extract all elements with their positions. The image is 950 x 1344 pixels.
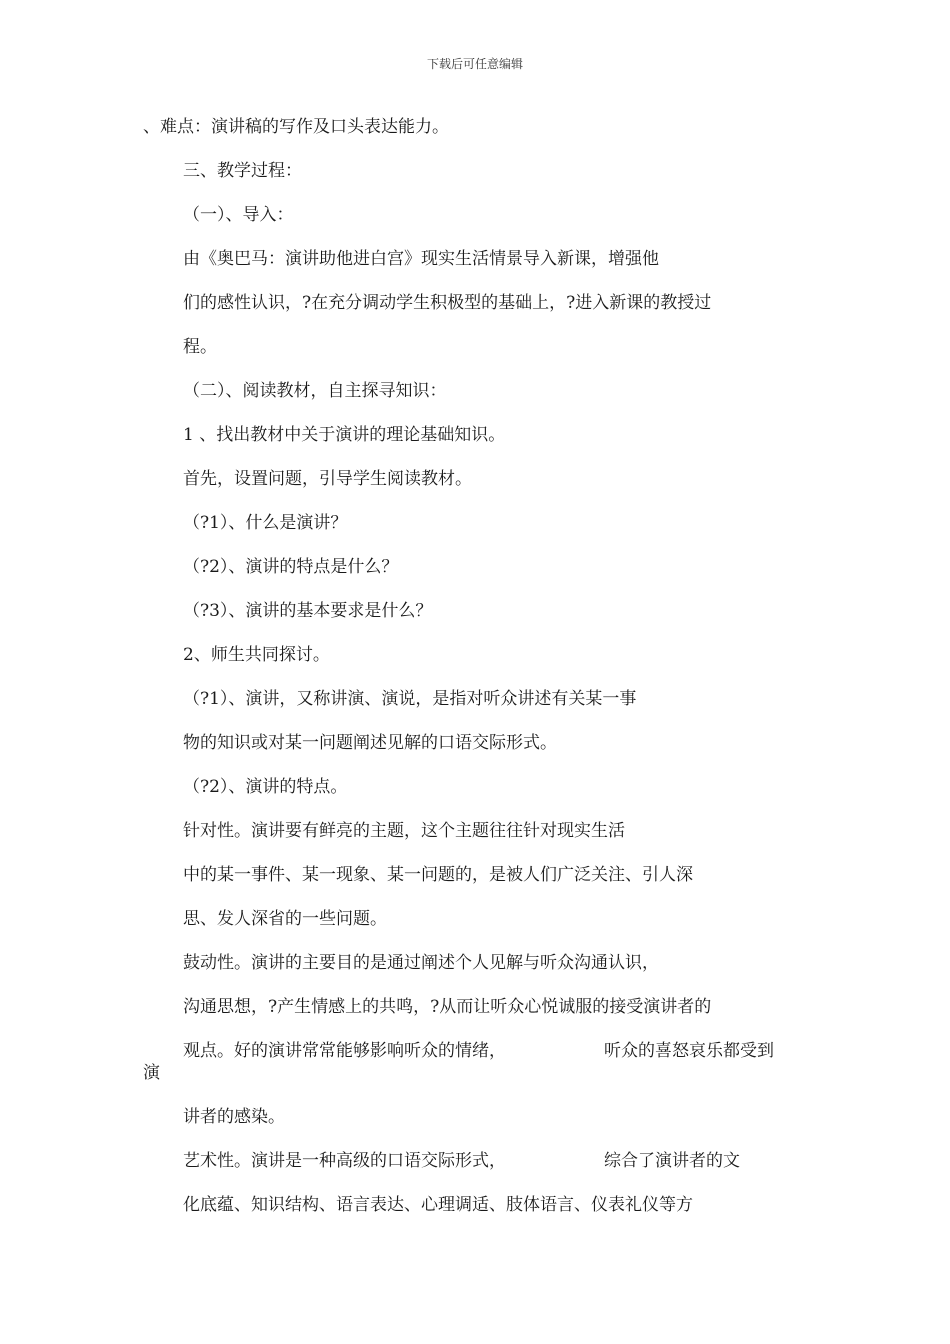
- text-line: 由《奥巴马：演讲助他进白宫》现实生活情景导入新课，增强他: [183, 249, 659, 269]
- section-heading: 三、教学过程：: [183, 161, 302, 181]
- text-line-part: 艺术性。演讲是一种高级的口语交际形式，: [183, 1151, 506, 1171]
- text-line: 思、发人深省的一些问题。: [183, 909, 387, 929]
- text-line-part: 观点。好的演讲常常能够影响听众的情绪，: [183, 1041, 506, 1061]
- text-line: 、难点：演讲稿的写作及口头表达能力。: [143, 117, 449, 137]
- text-line: 化底蕴、知识结构、语言表达、心理调适、肢体语言、仪表礼仪等方: [183, 1195, 693, 1215]
- question-item: （?1）、什么是演讲？: [183, 513, 348, 533]
- text-line: 们的感性认识，?在充分调动学生积极型的基础上，?进入新课的教授过: [183, 293, 712, 313]
- text-line: 物的知识或对某一问题阐述见解的口语交际形式。: [183, 733, 557, 753]
- text-line: 首先，设置问题，引导学生阅读教材。: [183, 469, 472, 489]
- text-line: 中的某一事件、某一现象、某一问题的，是被人们广泛关注、引人深: [183, 865, 693, 885]
- subsection-heading: （二）、阅读教材，自主探寻知识：: [183, 381, 447, 401]
- text-line: 针对性。演讲要有鲜亮的主题，这个主题往往针对现实生活: [183, 821, 625, 841]
- text-line-part: 综合了演讲者的文: [604, 1151, 740, 1171]
- text-line: 1 、找出教材中关于演讲的理论基础知识。: [183, 425, 506, 445]
- text-line: （?2）、演讲的特点。: [183, 777, 348, 797]
- text-line: 沟通思想，?产生情感上的共鸣，?从而让听众心悦诚服的接受演讲者的: [183, 997, 712, 1017]
- subsection-heading: （一）、导入：: [183, 205, 294, 225]
- text-line: （?1）、演讲，又称讲演、演说，是指对听众讲述有关某一事: [183, 689, 637, 709]
- question-item: （?2）、演讲的特点是什么？: [183, 557, 399, 577]
- text-line: 程。: [183, 337, 217, 357]
- text-line-overflow: 演: [143, 1063, 160, 1083]
- text-line: 2、师生共同探讨。: [183, 645, 330, 665]
- question-item: （?3）、演讲的基本要求是什么？: [183, 601, 433, 621]
- page-header: 下载后可任意编辑: [426, 57, 523, 71]
- text-line: 讲者的感染。: [183, 1107, 285, 1127]
- text-line-part: 听众的喜怒哀乐都受到: [604, 1041, 774, 1061]
- text-line: 鼓动性。演讲的主要目的是通过阐述个人见解与听众沟通认识，: [183, 953, 659, 973]
